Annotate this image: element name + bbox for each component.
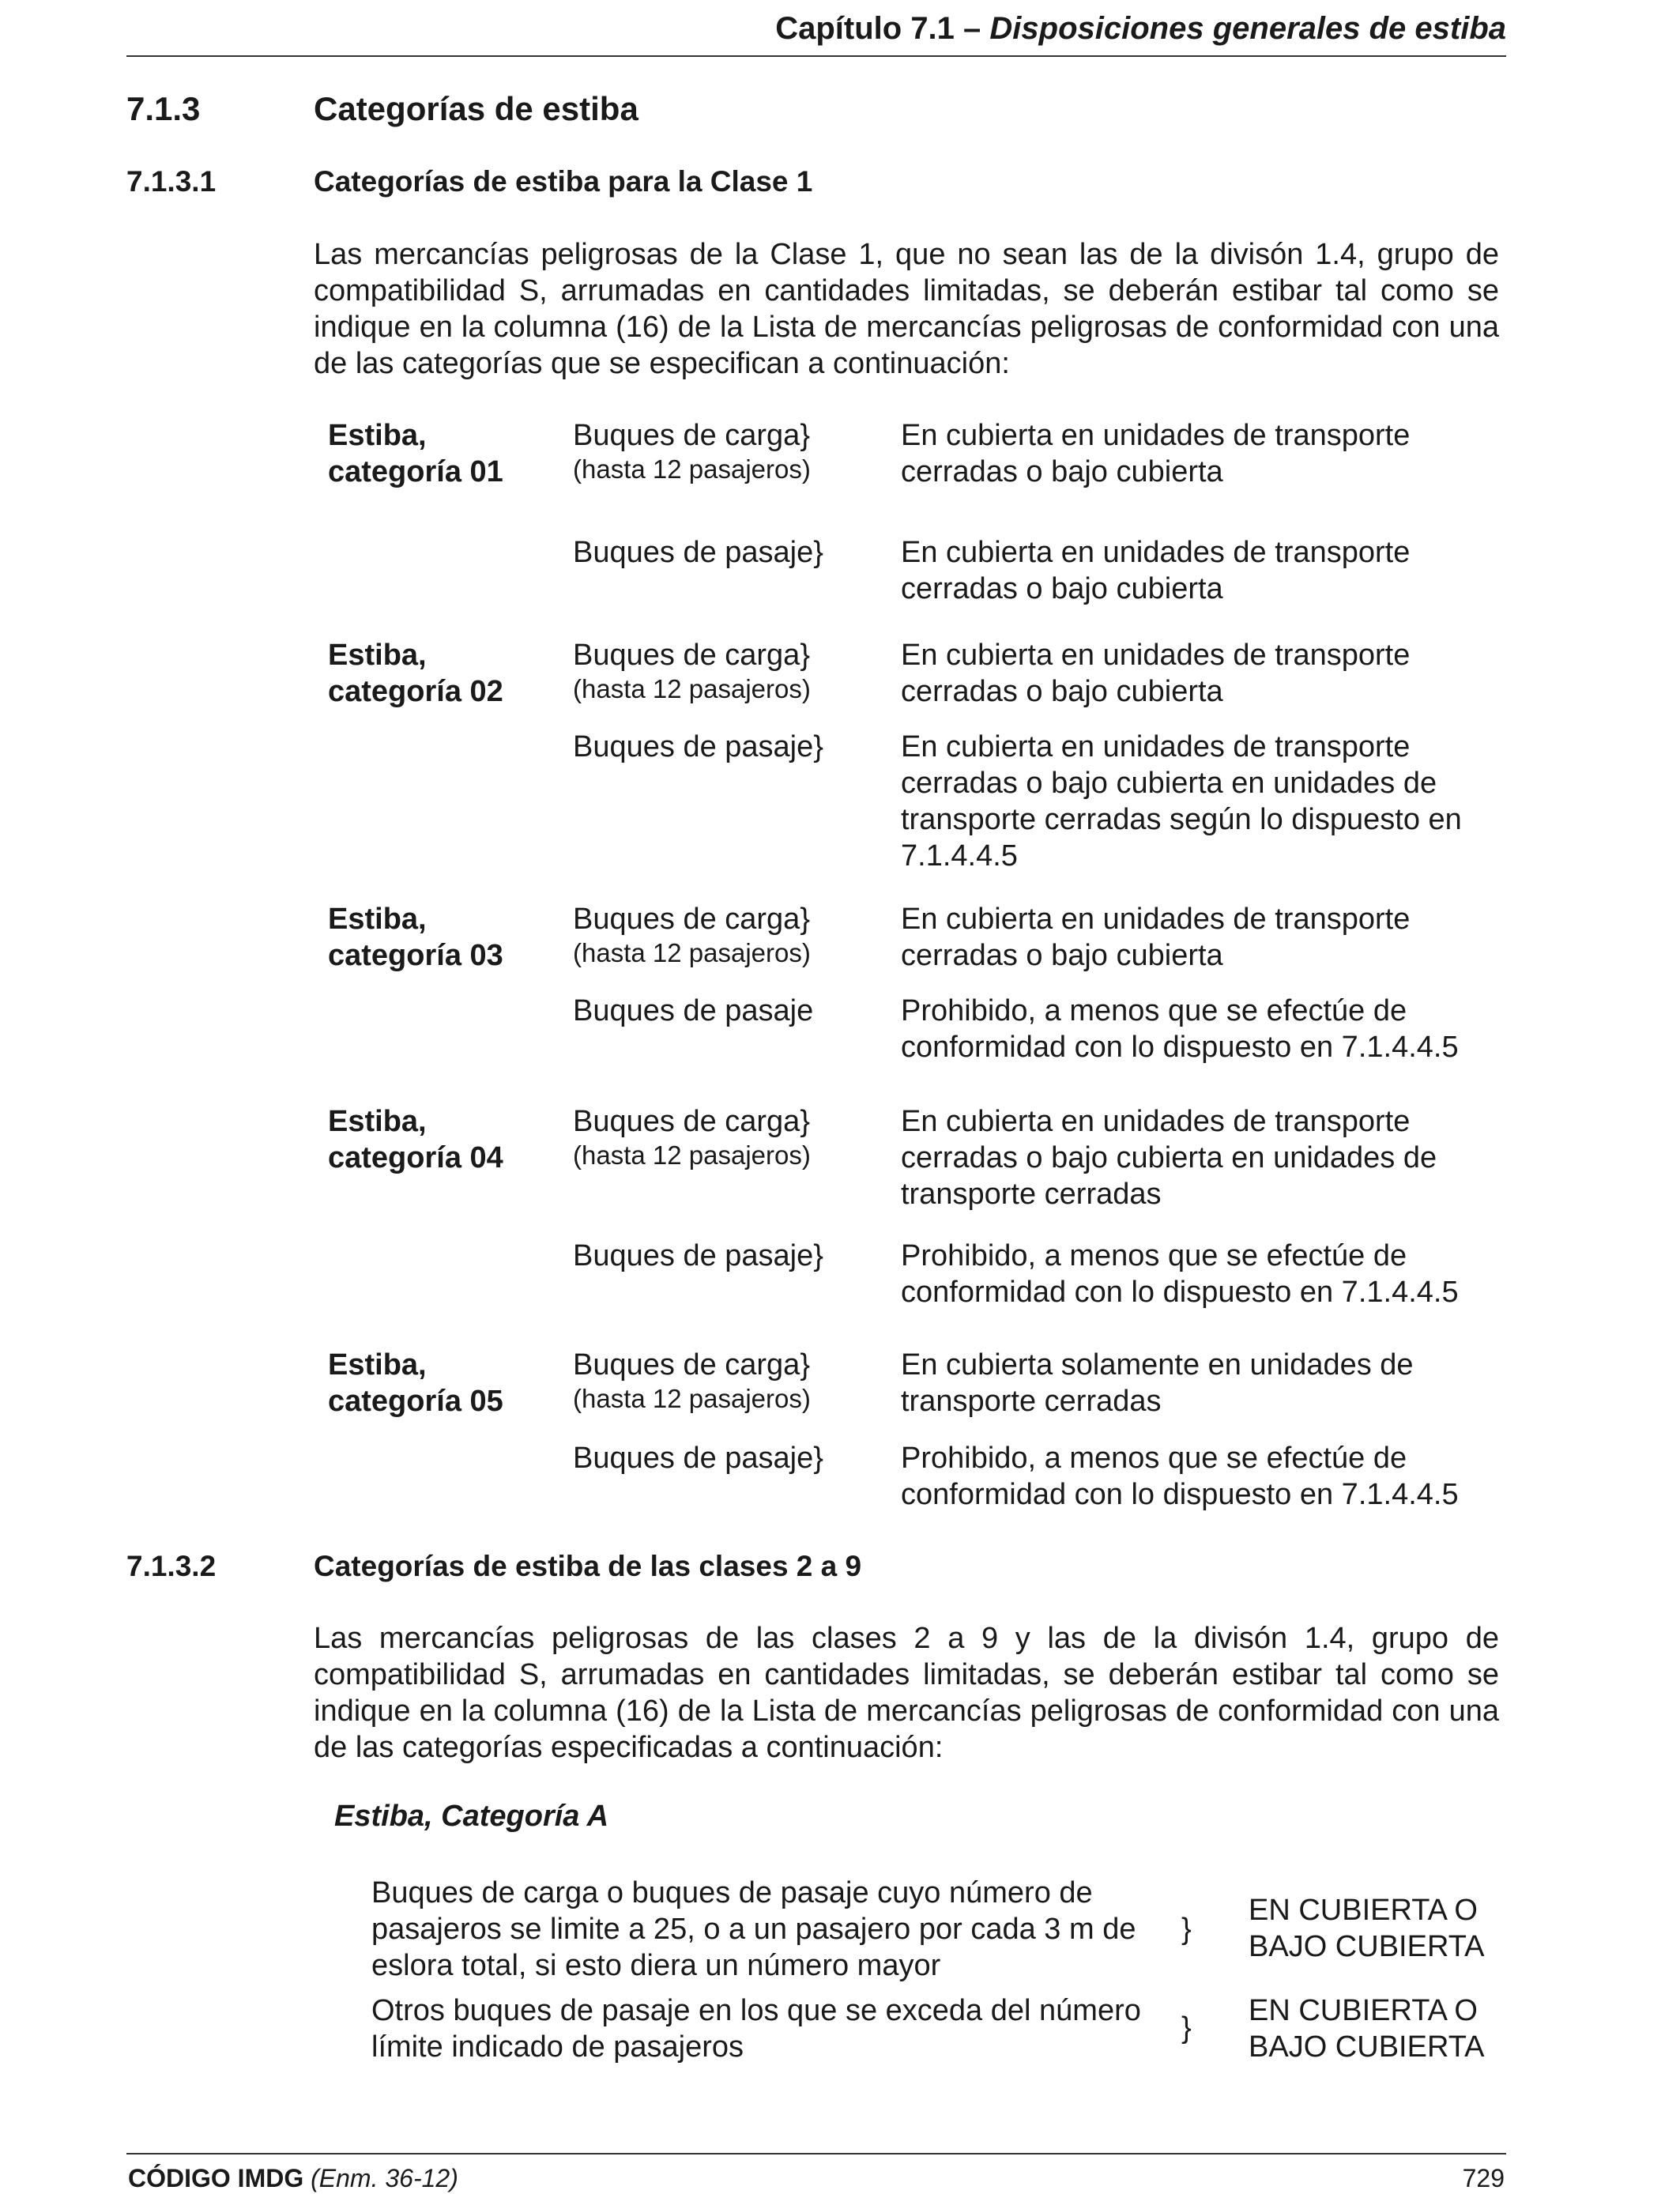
category-a-brace: } [1181, 1913, 1192, 1946]
category-label-line2: categoría 03 [328, 939, 503, 972]
category-label-line1: Estiba, [328, 419, 427, 452]
subsection-number: 7.1.3.2 [126, 1550, 217, 1582]
footer-rule [126, 2153, 1506, 2154]
passenger-ship-label: Buques de pasaje} [573, 1442, 823, 1475]
passenger-ship-label: Buques de pasaje} [573, 536, 823, 569]
footer-code-name: CÓDIGO IMDG [128, 2164, 304, 2192]
cargo-ship-text: Buques de carga} [573, 639, 811, 672]
category-a-title: Estiba, Categoría A [334, 1800, 609, 1833]
category-a-condition: Otros buques de pasaje en los que se exceda del número límite indicado de pasajeros [371, 1994, 1141, 2064]
category-a-result-line1: EN CUBIERTA O [1249, 1994, 1478, 2027]
passenger-ship-stowage: En cubierta en unidades de transporte cerradas o bajo cubierta [901, 536, 1411, 605]
category-label [328, 1103, 565, 1176]
category-a-result-line2: BAJO CUBIERTA [1249, 1930, 1485, 1963]
cargo-ship-text: Buques de carga} [573, 1348, 811, 1382]
page-number: 729 [1462, 2164, 1505, 2192]
category-a-brace: } [1181, 2011, 1192, 2045]
cargo-ship-note: (hasta 12 pasajeros) [573, 674, 811, 703]
running-header [775, 11, 1506, 47]
passenger-ship-label: Buques de pasaje} [573, 1239, 823, 1272]
category-label-line1: Estiba, [328, 1105, 427, 1138]
passenger-ship-stowage: Prohibido, a menos que se efectúe de conformidad con lo dispuesto en 7.1.4.4.5 [901, 994, 1459, 1064]
passenger-ship-stowage: En cubierta en unidades de transporte cerradas o bajo cubierta en unidades de transporte cerradas según lo dispuesto en 7.1.4.4.5 [901, 730, 1462, 873]
category-label [328, 637, 565, 710]
category-a-result [1249, 1992, 1517, 2065]
cargo-ship-stowage: En cubierta en unidades de transporte cerradas o bajo cubierta [901, 639, 1411, 708]
passenger-ship-label: Buques de pasaje} [573, 730, 823, 763]
intro-paragraph: Las mercancías peligrosas de las clases 2 a 9 y las de la divisón 1.4, grupo de compatibilidad S, arrumadas en cantidades limitadas, se deberán estibar tal como se indique en la columna (16) de la Lista de mercancías peligrosas de conformidad con una de las categorías especificadas a continuación: [314, 1622, 1499, 1764]
category-a-condition: Buques de carga o buques de pasaje cuyo número de pasajeros se limite a 25, o a un pasajero por cada 3 m de eslora total, si esto diera un número mayor [371, 1876, 1136, 1982]
footer-code [128, 2164, 458, 2193]
header-rule [126, 55, 1506, 57]
cargo-ship-stowage: En cubierta en unidades de transporte cerradas o bajo cubierta en unidades de transporte cerradas [901, 1105, 1437, 1211]
passenger-ship-label: Buques de pasaje [573, 994, 814, 1027]
category-a-result-line1: EN CUBIERTA O [1249, 1894, 1478, 1927]
chapter-title: Disposiciones generales de estiba [989, 11, 1506, 46]
chapter-number: Capítulo 7.1 – [775, 11, 981, 46]
cargo-ship-stowage: En cubierta solamente en unidades de transporte cerradas [901, 1348, 1414, 1418]
category-label-line2: categoría 05 [328, 1385, 503, 1418]
category-label-line1: Estiba, [328, 639, 427, 672]
cargo-ship-label [573, 1347, 889, 1415]
subsection-number: 7.1.3.1 [126, 165, 217, 198]
category-label-line2: categoría 01 [328, 455, 503, 488]
category-label-line2: categoría 04 [328, 1141, 503, 1174]
cargo-ship-note: (hasta 12 pasajeros) [573, 454, 811, 484]
cargo-ship-label [573, 417, 889, 485]
category-label [328, 417, 565, 490]
passenger-ship-stowage: Prohibido, a menos que se efectúe de conformidad con lo dispuesto en 7.1.4.4.5 [901, 1239, 1459, 1309]
subsection-title: Categorías de estiba de las clases 2 a 9 [314, 1550, 862, 1582]
category-label-line1: Estiba, [328, 1348, 427, 1382]
category-label-line1: Estiba, [328, 903, 427, 936]
section-number: 7.1.3 [126, 90, 201, 127]
cargo-ship-stowage: En cubierta en unidades de transporte cerradas o bajo cubierta [901, 903, 1411, 972]
cargo-ship-label [573, 637, 889, 705]
cargo-ship-label [573, 1103, 889, 1171]
cargo-ship-text: Buques de carga} [573, 1105, 811, 1138]
category-a-result-line2: BAJO CUBIERTA [1249, 2030, 1485, 2064]
footer-amendment: (Enm. 36-12) [311, 2164, 458, 2192]
cargo-ship-text: Buques de carga} [573, 419, 811, 452]
category-label-line2: categoría 02 [328, 675, 503, 708]
intro-paragraph: Las mercancías peligrosas de la Clase 1, que no sean las de la divisón 1.4, grupo de compatibilidad S, arrumadas en cantidades limitadas, se deberán estibar tal como se indique en la columna (16) de la Lista de mercancías peligrosas de conformidad con una de las categorías que se especifican a continuación: [314, 238, 1499, 380]
cargo-ship-note: (hasta 12 pasajeros) [573, 1140, 811, 1170]
cargo-ship-text: Buques de carga} [573, 903, 811, 936]
category-a-result [1249, 1892, 1517, 1965]
cargo-ship-note: (hasta 12 pasajeros) [573, 938, 811, 967]
cargo-ship-note: (hasta 12 pasajeros) [573, 1384, 811, 1413]
section-title: Categorías de estiba [314, 90, 638, 127]
category-label [328, 901, 565, 974]
passenger-ship-stowage: Prohibido, a menos que se efectúe de conformidad con lo dispuesto en 7.1.4.4.5 [901, 1442, 1459, 1511]
category-label [328, 1347, 565, 1419]
subsection-title: Categorías de estiba para la Clase 1 [314, 165, 813, 198]
cargo-ship-label [573, 901, 889, 969]
cargo-ship-stowage: En cubierta en unidades de transporte cerradas o bajo cubierta [901, 419, 1411, 488]
